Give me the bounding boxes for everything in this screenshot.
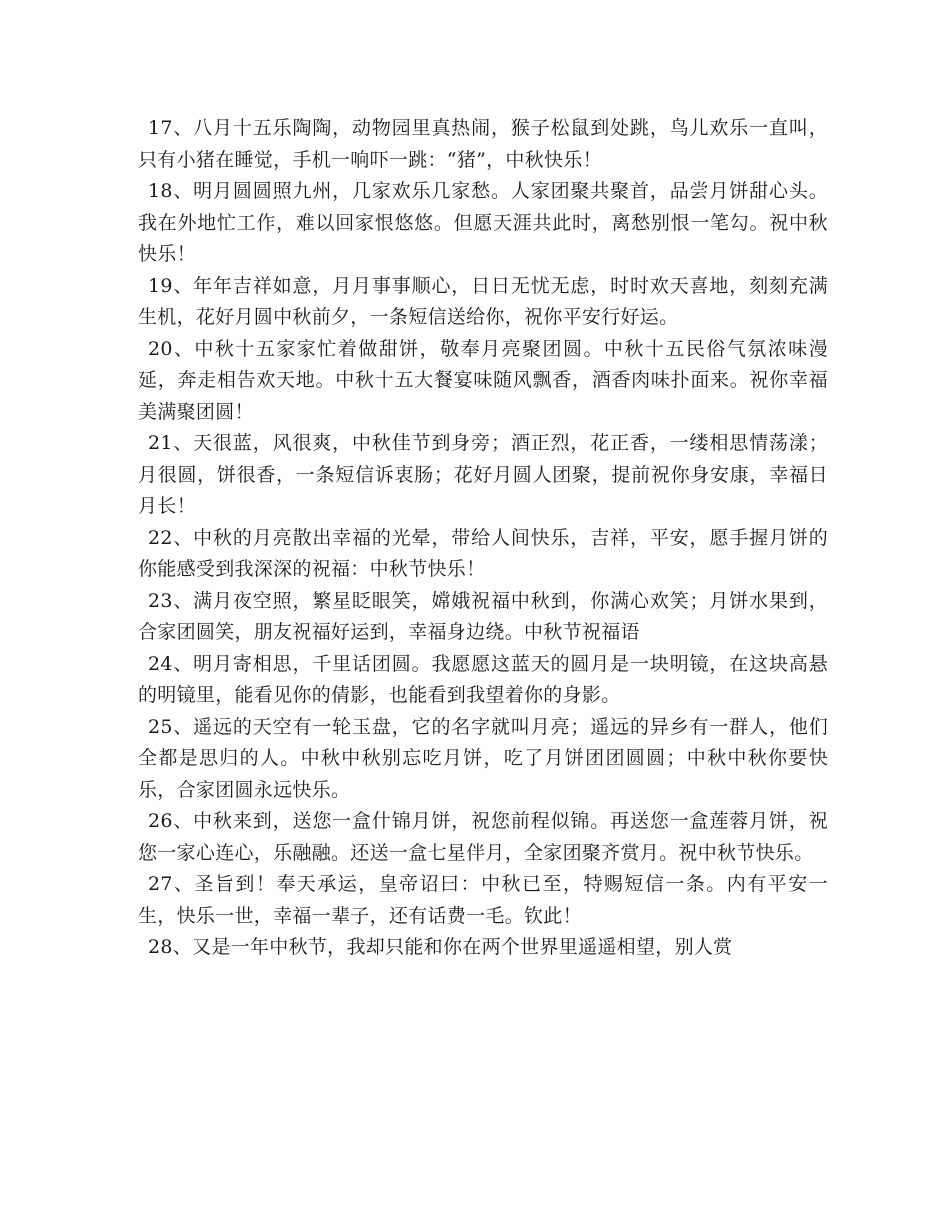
- paragraph-25: 25、遥远的天空有一轮玉盘，它的名字就叫月亮；遥远的异乡有一群人，他们全都是思归的人。中秋中秋别忘吃月饼，吃了月饼团团圆圆；中秋中秋你要快乐，合家团圆永远快乐。: [138, 715, 828, 801]
- paragraph-18: 18、明月圆圆照九州，几家欢乐几家愁。人家团聚共聚首，品尝月饼甜心头。我在外地忙工作，难以回家恨悠悠。但愿天涯共此时，离愁别恨一笔勾。祝中秋快乐！: [138, 180, 828, 265]
- paragraph-19: 19、年年吉祥如意，月月事事顺心，日日无忧无虑，时时欢天喜地，刻刻充满生机，花好月圆中秋前夕，一条短信送给你，祝你平安行好运。: [138, 274, 828, 328]
- paragraph-22: 22、中秋的月亮散出幸福的光晕，带给人间快乐，吉祥，平安，愿手握月饼的你能感受到我深深的祝福：中秋节快乐！: [138, 526, 828, 580]
- paragraph-28: 28、又是一年中秋节，我却只能和你在两个世界里遥遥相望，别人赏: [148, 936, 733, 958]
- paragraph-20: 20、中秋十五家家忙着做甜饼，敬奉月亮聚团圆。中秋十五民俗气氛浓味漫延，奔走相告欢天地。中秋十五大餐宴味随风飘香，酒香肉味扑面来。祝你幸福美满聚团圆！: [138, 337, 828, 423]
- paragraph-21: 21、天很蓝，风很爽，中秋佳节到身旁；酒正烈，花正香，一缕相思情荡漾；月很圆，饼很香，一条短信诉衷肠；花好月圆人团聚，提前祝你身安康，幸福日月长！: [138, 432, 828, 517]
- paragraph-24: 24、明月寄相思，千里话团圆。我愿愿这蓝天的圆月是一块明镜，在这块高悬的明镜里，能看见你的倩影，也能看到我望着你的身影。: [138, 652, 828, 706]
- paragraph-17: 17、八月十五乐陶陶，动物园里真热闹，猴子松鼠到处跳，鸟儿欢乐一直叫，只有小猪在睡觉，手机一响吓一跳：“猪”，中秋快乐！: [138, 117, 828, 171]
- paragraph-26: 26、中秋来到，送您一盒什锦月饼，祝您前程似锦。再送您一盒莲蓉月饼，祝您一家心连心，乐融融。还送一盒七星伴月，全家团聚齐赏月。祝中秋节快乐。: [138, 810, 828, 864]
- document-page: [138, 113, 828, 964]
- paragraph-23: 23、满月夜空照，繁星眨眼笑，嫦娥祝福中秋到，你满心欢笑；月饼水果到，合家团圆笑，朋友祝福好运到，幸福身边绕。中秋节祝福语: [138, 589, 828, 643]
- paragraph-27: 27、圣旨到！奉天承运，皇帝诏曰：中秋已至，特赐短信一条。内有平安一生，快乐一世，幸福一辈子，还有话费一毛。钦此！: [138, 873, 828, 927]
